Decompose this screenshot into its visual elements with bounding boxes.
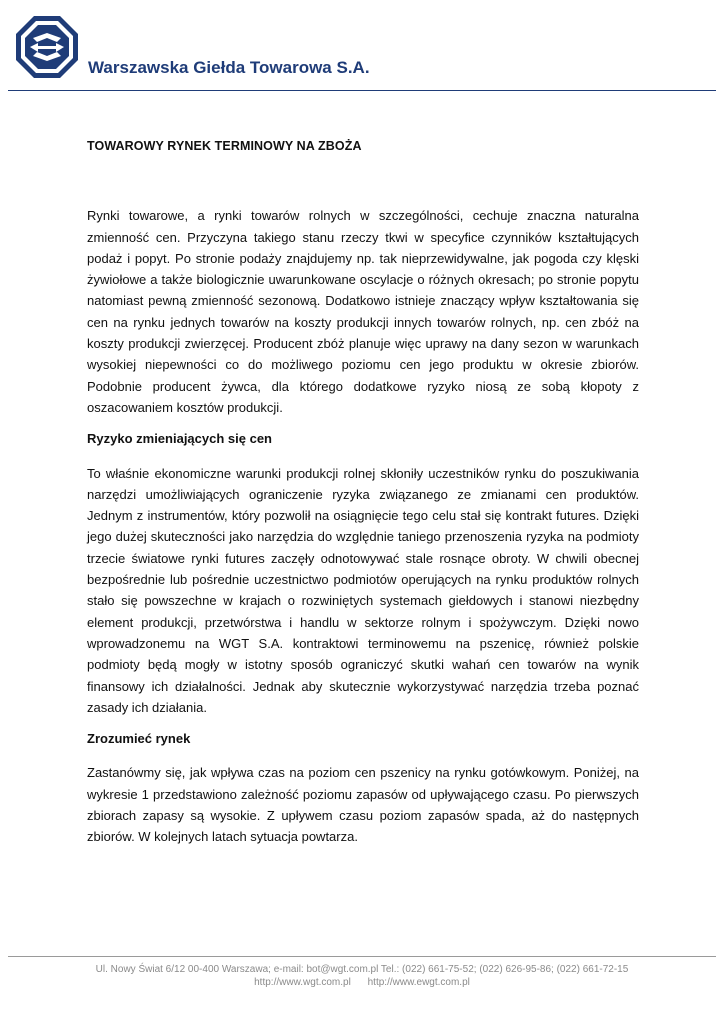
section-heading-risk: Ryzyko zmieniających się cen [87, 431, 272, 447]
section-heading-market: Zrozumieć rynek [87, 731, 191, 747]
document-body [87, 136, 639, 848]
footer-divider [8, 956, 716, 957]
footer-links [0, 976, 724, 989]
footer-address: Ul. Nowy Świat 6/12 00-400 Warszawa; e-mail: bot@wgt.com.pl Tel.: (022) 661-75-52; (022) 626-95-86; (022) 661-72-15 [95, 964, 629, 975]
page-header [0, 0, 724, 92]
document-title: TOWAROWY RYNEK TERMINOWY NA ZBOŻA [87, 139, 362, 153]
page-footer [0, 963, 724, 989]
risk-paragraph: To właśnie ekonomiczne warunki produkcji rolnej skłoniły uczestników rynku do poszukiwania narzędzi umożliwiających ograniczenie ryzyka związanego ze zmianami cen produktów. Jednym z instrumentów, który pozwolił na osiągnięcie tego celu stał się kontrakt futures. Dzięki jego dużej skuteczności jako narzędzia do względnie taniego przenoszenia ryzyka na podmioty trzecie światowe rynki futures zaczęły odnotowywać stale rosnące obroty. W chwili obecnej bezpośrednie lub pośrednie uczestnictwo podmiotów operujących na rynku produktów rolnych stało się powszechne w krajach o rozwiniętych systemach giełdowych i stanowi niezbędny element produkcji, przetwórstwa i handlu w sektorze rolnym i spożywczym. Dzięki nowo wprowadzonemu na WGT S.A. kontraktowi terminowemu na pszenicę, również polskie podmioty będą mogły w istotny sposób ograniczyć skutki wahań cen towarów na wynik finansowy ich działalności. Jednak aby skutecznie wykorzystywać narzędzia trzeba poznać zasady ich działania. [87, 465, 639, 715]
footer-link-ewgt[interactable]: http://www.ewgt.com.pl [367, 977, 470, 988]
intro-paragraph: Rynki towarowe, a rynki towarów rolnych w szczególności, cechuje znaczna naturalna zmienność cen. Przyczyna takiego stanu rzeczy tkwi w specyfice czynników kształtujących podaż i popyt. Po stronie podaży znajdujemy np. tak nieprzewidywalne, jak pogoda czy klęski żywiołowe a także biologicznie uwarunkowane oscylacje o różnych okresach; po stronie popytu natomiast pewną zmienność sezonową. Dodatkowo istnieje znaczący wpływ kształtowania się cen na rynku jednych towarów na koszty produkcji innych towarów rolnych, np. cen zbóż na koszty produkcji zwierzęcej. Producent zbóż planuje więc uprawy na dany sezon w warunkach wysokiej niepewności co do możliwego poziomu cen jego produktu w okresie zbiorów. Podobnie producent żywca, dla którego dodatkowe ryzyko niosą ze sobą kłopoty z oszacowaniem kosztów produkcji. [87, 208, 639, 415]
footer-link-wgt[interactable]: http://www.wgt.com.pl [254, 977, 351, 988]
market-paragraph: Zastanówmy się, jak wpływa czas na poziom cen pszenicy na rynku gotówkowym. Poniżej, na wykresie 1 przedstawiono zależność poziomu zapasów od upływającego czasu. Po pierwszych zbiorach zapasy są wysokie. Z upływem czasu poziom zapasów spada, aż do następnych zbiorów. W kolejnych latach sytuacja powtarza. [87, 765, 639, 845]
company-name: Warszawska Giełda Towarowa S.A. [88, 58, 370, 77]
wgt-logo-icon [16, 16, 78, 78]
header-divider [8, 90, 716, 91]
